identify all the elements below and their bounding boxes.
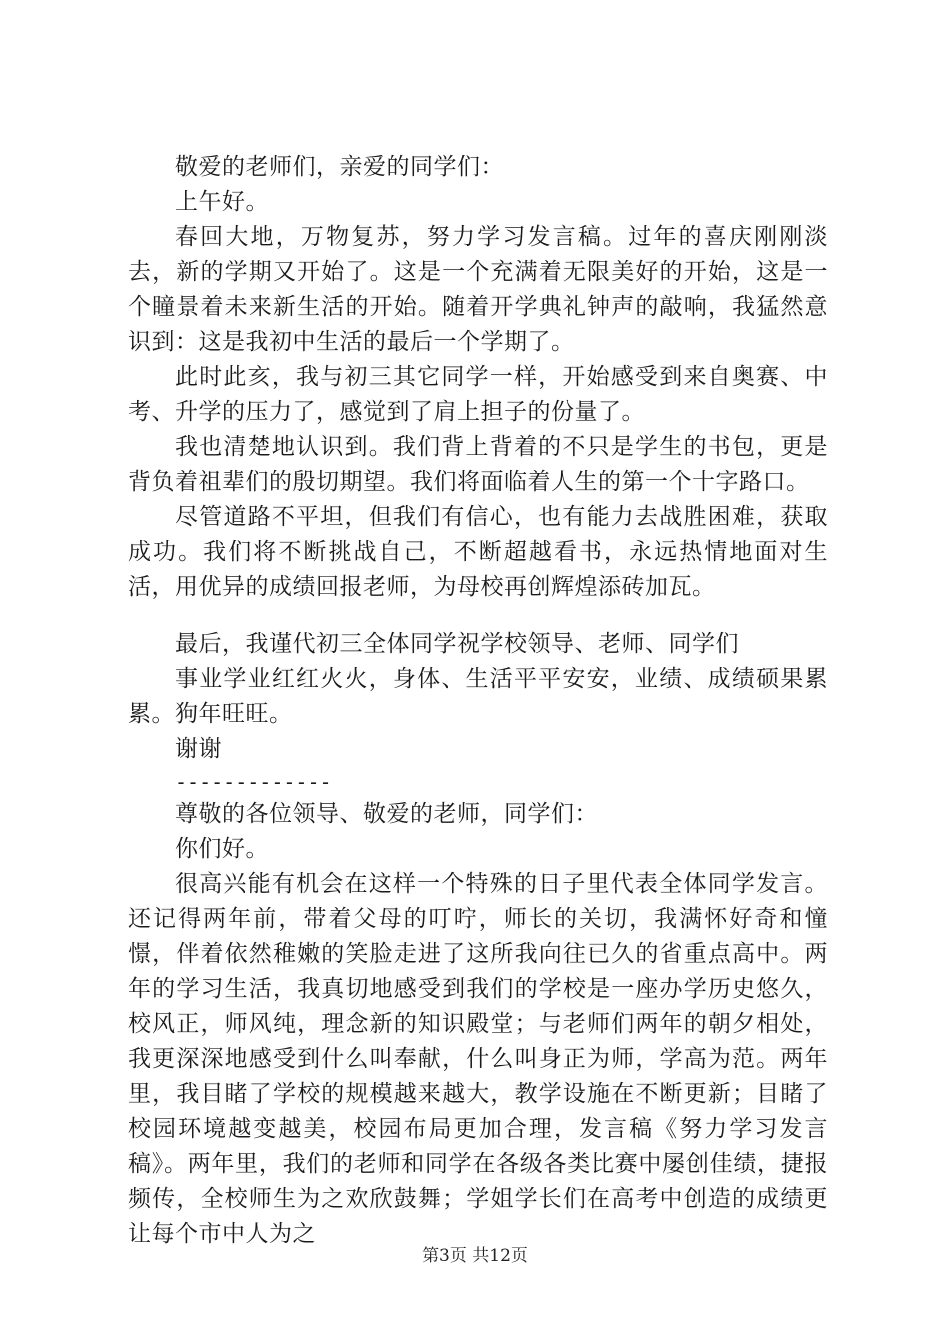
closing: 谢谢: [175, 736, 222, 762]
salutation: 你们好。: [175, 836, 269, 862]
page-number: 第3页 共12页: [422, 1246, 528, 1266]
paragraph: 此时此亥，我与初三其它同学一样，开始感受到来自奥赛、中考、升学的压力了，感觉到了肩上担子的份量了。: [128, 364, 828, 425]
section-divider: -------------: [175, 770, 332, 794]
document-body: [128, 150, 828, 1252]
greeting: 敬爱的老师们，亲爱的同学们：: [175, 154, 504, 180]
paragraph: 事业学业红红火火，身体、生活平平安安，业绩、成绩硕果累累。狗年旺旺。: [128, 666, 828, 727]
paragraph: 最后，我谨代初三全体同学祝学校领导、老师、同学们: [175, 631, 739, 657]
paragraph: 很高兴能有机会在这样一个特殊的日子里代表全体同学发言。还记得两年前，带着父母的叮咛，师长的关切，我满怀好奇和憧憬，伴着依然稚嫩的笑脸走进了这所我向往已久的省重点高中。两年的学习生活，我真切地感受到我们的学校是一座办学历史悠久，校风正，师风纯，理念新的知识殿堂；与老师们两年的朝夕相处，我更深深地感受到什么叫奉献，什么叫身正为师，学高为范。两年里，我目睹了学校的规模越来越大，教学设施在不断更新；目睹了校园环境越变越美，校园布局更加合理，发言稿《努力学习发言稿》。两年里，我们的老师和同学在各级各类比赛中屡创佳绩，捷报频传，全校师生为之欢欣鼓舞；学姐学长们在高考中创造的成绩更让每个市中人为之: [128, 871, 828, 1247]
page-footer: [0, 1241, 950, 1266]
paragraph: 春回大地，万物复苏，努力学习发言稿。过年的喜庆刚刚淡去，新的学期又开始了。这是一个充满着无限美好的开始，这是一个瞳景着未来新生活的开始。随着开学典礼钟声的敲响，我猛然意识到：这是我初中生活的最后一个学期了。: [128, 224, 828, 355]
greeting: 尊敬的各位领导、敬爱的老师，同学们：: [175, 801, 598, 827]
paragraph: 尽管道路不平坦，但我们有信心，也有能力去战胜困难，获取成功。我们将不断挑战自己，不断超越看书，永远热情地面对生活，用优异的成绩回报老师，为母校再创辉煌添砖加瓦。: [128, 504, 828, 600]
paragraph: 我也清楚地认识到。我们背上背着的不只是学生的书包，更是背负着祖辈们的殷切期望。我们将面临着人生的第一个十字路口。: [128, 434, 828, 495]
salutation: 上午好。: [175, 189, 269, 215]
